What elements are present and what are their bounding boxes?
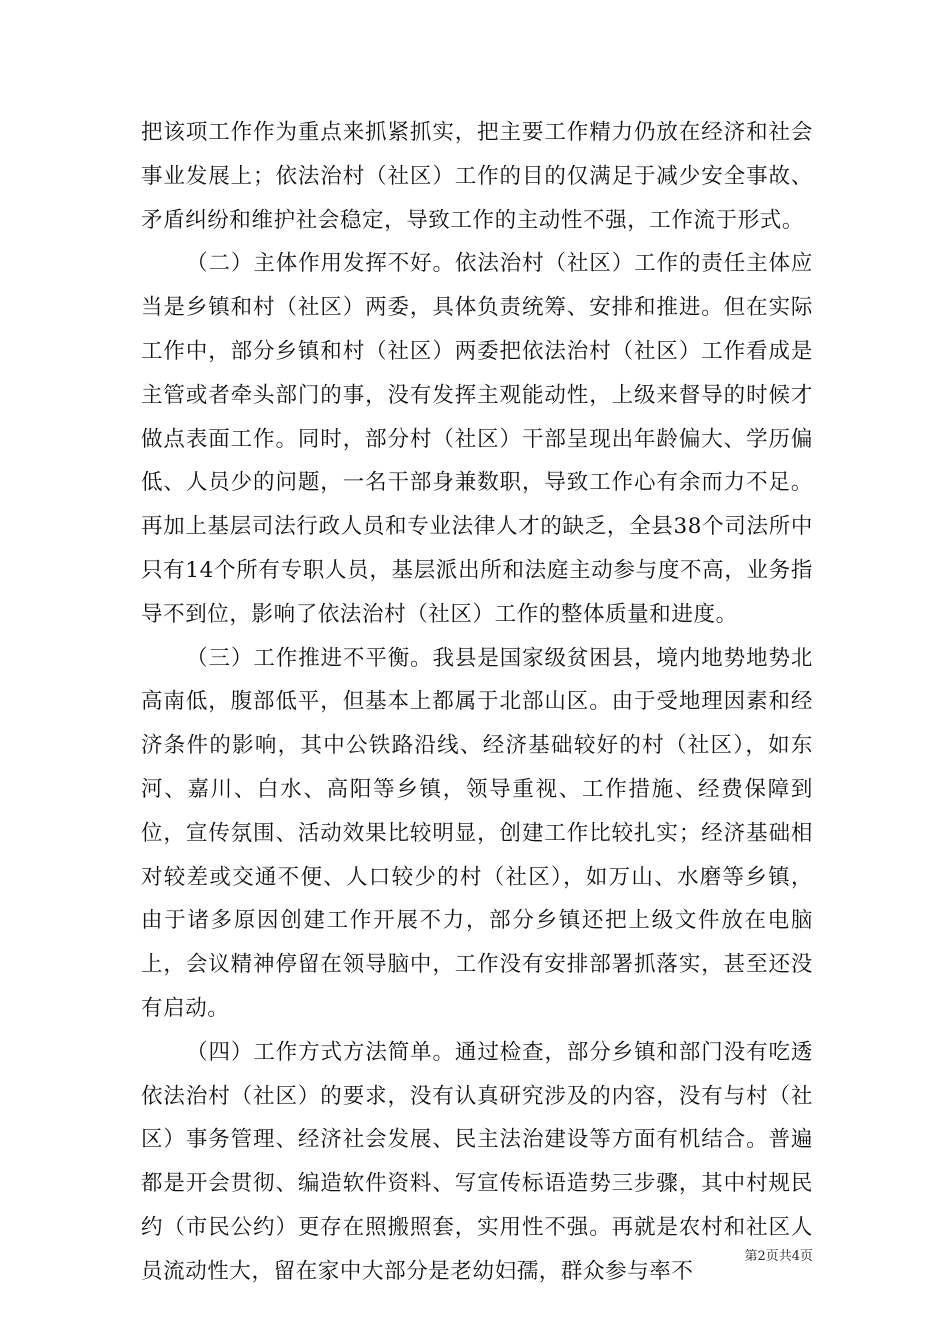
paragraph-section-2: （二）主体作用发挥不好。依法治村（社区）工作的责任主体应当是乡镇和村（社区）两委，具体负责统筹、安排和推进。但在实际工作中，部分乡镇和村（社区）两委把依法治村（社区）工作看成是主管或者牵头部门的事，没有发挥主观能动性，上级来督导的时候才做点表面工作。同时，部分村（社区）干部呈现出年龄偏大、学历偏低、人员少的问题，一名干部身兼数职，导致工作心有余而力不足。再加上基层司法行政人员和专业法律人才的缺乏，全县38个司法所中只有14个所有专职人员，基层派出所和法庭主动参与度不高，业务指导不到位，影响了依法治村（社区）工作的整体质量和进度。 (141, 251, 813, 627)
paragraph-section-4: （四）工作方式方法简单。通过检查，部分乡镇和部门没有吃透依法治村（社区）的要求，没有认真研究涉及的内容，没有与村（社区）事务管理、经济社会发展、民主法治建设等方面有机结合。普遍都是开会贯彻、编造软件资料、写宣传标语造势三步骤，其中村规民约（市民公约）更存在照搬照套，实用性不强。再就是农村和社区人员流动性大，留在家中大部分是老幼妇孺，群众参与率不 (141, 1039, 813, 1284)
paragraph-continuation: 把该项工作作为重点来抓紧抓实，把主要工作精力仍放在经济和社会事业发展上；依法治村（社区）工作的目的仅满足于减少安全事故、矛盾纠纷和维护社会稳定，导致工作的主动性不强，工作流于形式。 (141, 120, 813, 233)
paragraph-section-3: （三）工作推进不平衡。我县是国家级贫困县，境内地势地势北高南低，腹部低平，但基本上都属于北部山区。由于受地理因素和经济条件的影响，其中公铁路沿线、经济基础较好的村（社区），如东河、嘉川、白水、高阳等乡镇，领导重视、工作措施、经费保障到位，宣传氛围、活动效果比较明显，创建工作比较扎实；经济基础相对较差或交通不便、人口较少的村（社区），如万山、水磨等乡镇，由于诸多原因创建工作开展不力，部分乡镇还把上级文件放在电脑上，会议精神停留在领导脑中，工作没有安排部署抓落实，甚至还没有启动。 (141, 645, 813, 1021)
document-body (141, 111, 813, 1294)
page-number: 第2页共4页 (744, 1249, 813, 1264)
